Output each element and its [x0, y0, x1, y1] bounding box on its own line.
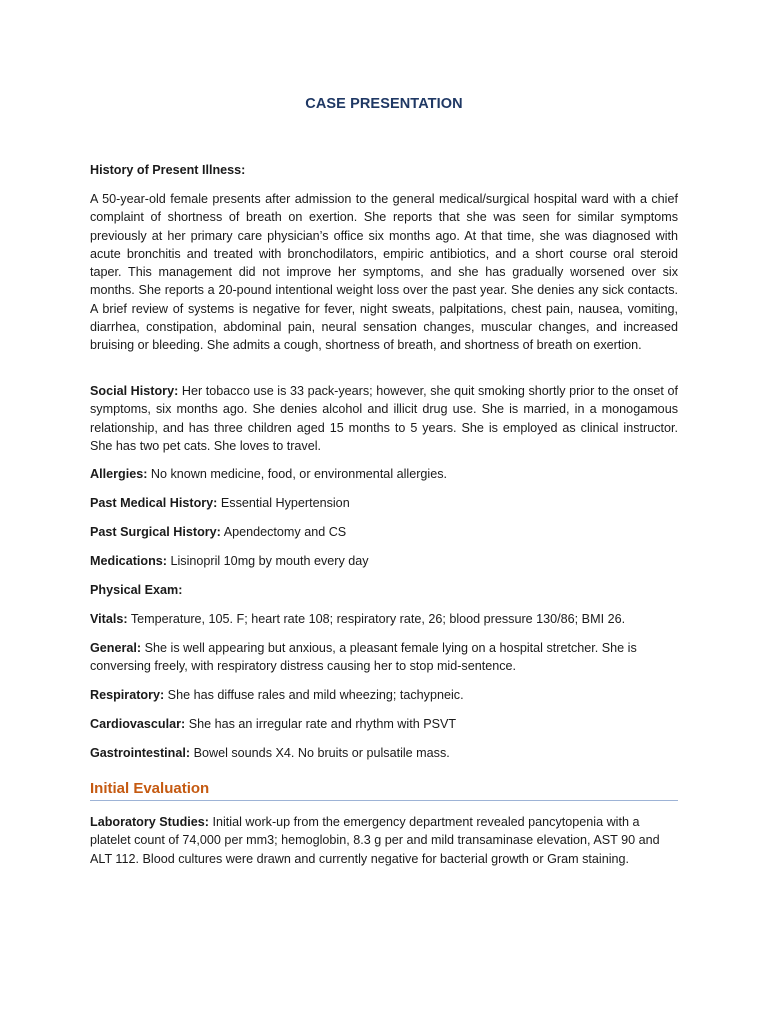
gastrointestinal-label: Gastrointestinal: [90, 746, 191, 760]
general-text: She is well appearing but anxious, a pleasant female lying on a hospital stretcher. She is conversing freely, with respiratory distress causing her to stop mid-sentence. [90, 641, 637, 674]
hpi-heading: History of Present Illness: [90, 163, 246, 177]
respiratory-label: Respiratory: [90, 688, 165, 702]
physical-exam-heading: Physical Exam: [90, 583, 183, 597]
respiratory-line [90, 686, 678, 704]
document-page [90, 0, 678, 1024]
cardiovascular-label: Cardiovascular: [90, 717, 186, 731]
past-medical-history-text: Essential Hypertension [217, 496, 350, 510]
past-surgical-history-text: Apendectomy and CS [220, 525, 347, 539]
vitals-label: Vitals: [90, 612, 128, 626]
allergies-line [90, 465, 678, 483]
medications-label: Medications: [90, 554, 167, 568]
gastrointestinal-text: Bowel sounds X4. No bruits or pulsatile mass. [190, 746, 450, 760]
general-paragraph [90, 639, 678, 676]
general-label: General: [90, 641, 142, 655]
social-history-text: Her tobacco use is 33 pack-years; however, she quit smoking shortly prior to the onset of symptoms, six months ago. She denies alcohol and illicit drug use. She is married, in a monogamous relationship, and has three children aged 15 months to 5 years. She is employed as clinical instructor. She has two pet cats. She loves to travel. [90, 384, 678, 453]
hpi-paragraph: A 50-year-old female presents after admission to the general medical/surgical hospital ward with a chief complaint of shortness of breath on exertion. She reports that she was seen for similar symptoms previously at her primary care physician’s office six months ago. At that time, she was diagnosed with acute bronchitis and treated with bronchodilators, empiric antibiotics, and a short course oral steroid taper. This management did not improve her symptoms, and she has gradually worsened over six months. She reports a 20-pound intentional weight loss over the past year. She denies any sick contacts. A brief review of systems is negative for fever, night sweats, palpitations, chest pain, nausea, vomiting, diarrhea, constipation, abdominal pain, neural sensation changes, muscular changes, and increased bruising or bleeding. She admits a cough, shortness of breath, and shortness of breath on exertion. [90, 192, 678, 353]
respiratory-text: She has diffuse rales and mild wheezing; tachypneic. [164, 688, 464, 702]
past-surgical-history-label: Past Surgical History: [90, 525, 221, 539]
cardiovascular-text: She has an irregular rate and rhythm with PSVT [185, 717, 457, 731]
laboratory-studies-label: Laboratory Studies: [90, 815, 209, 829]
vitals-line [90, 610, 678, 628]
vitals-text: Temperature, 105. F; heart rate 108; respiratory rate, 26; blood pressure 130/86; BMI 26. [127, 612, 626, 626]
gastrointestinal-line [90, 744, 678, 762]
allergies-label: Allergies: [90, 467, 148, 481]
social-history-label: Social History: [90, 384, 179, 398]
past-surgical-history-line [90, 523, 678, 541]
medications-text: Lisinopril 10mg by mouth every day [166, 554, 369, 568]
laboratory-studies-paragraph [90, 813, 678, 868]
document-title: CASE PRESENTATION [305, 96, 463, 112]
section-divider [90, 800, 678, 801]
social-history-paragraph [90, 382, 678, 455]
initial-evaluation-heading: Initial Evaluation [90, 780, 210, 797]
medications-line [90, 552, 678, 570]
past-medical-history-line [90, 494, 678, 512]
cardiovascular-line [90, 715, 678, 733]
past-medical-history-label: Past Medical History: [90, 496, 218, 510]
laboratory-studies-text: Initial work-up from the emergency department revealed pancytopenia with a platelet count of 74,000 per mm3; hemoglobin, 8.3 g per and mild transaminase elevation, AST 90 and ALT 112. Blood cultures were drawn and currently negative for bacterial growth or Gram staining. [90, 815, 660, 866]
allergies-text: No known medicine, food, or environmental allergies. [147, 467, 448, 481]
